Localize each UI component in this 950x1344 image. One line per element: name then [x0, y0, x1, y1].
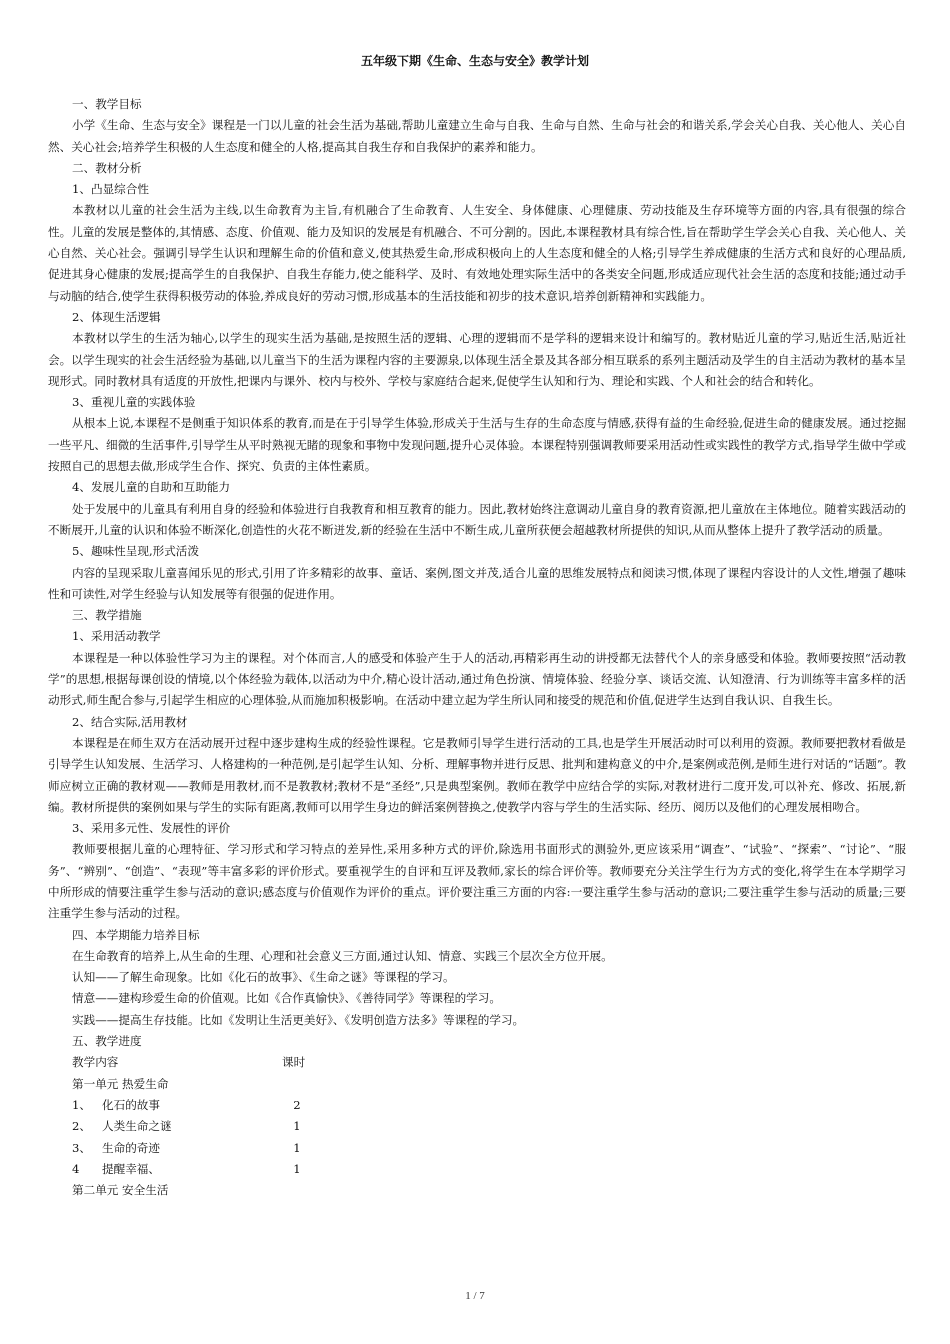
schedule-row: [48, 1116, 906, 1137]
lesson-number: 3、: [72, 1140, 91, 1155]
lesson-title: 化石的故事: [102, 1097, 160, 1112]
document-title: 五年级下期《生命、生态与安全》教学计划: [360, 54, 589, 68]
document-body: [48, 94, 906, 1201]
schedule-row: [48, 1138, 906, 1159]
lesson-hours: 2: [293, 1097, 301, 1112]
lesson-number: 4: [72, 1161, 80, 1176]
subheading-2-3: 3、重视儿童的实践体验: [72, 395, 196, 410]
schedule-col-hours: 课时: [282, 1055, 306, 1070]
unit-heading: 第一单元 热爱生命: [72, 1076, 169, 1091]
subheading-3-1: 1、采用活动教学: [72, 629, 161, 644]
lesson-hours: 1: [293, 1161, 301, 1176]
unit-heading: 第二单元 安全生活: [72, 1183, 169, 1198]
paragraph-3-1: 本课程是一种以体验性学习为主的课程。对个体而言,人的感受和体验产生于人的活动,再精彩再生动的讲授都无法替代个人的亲身感受和体验。教师要按照“活动教学”的思想,根据每课创设的情境,以个体经验为载体,以活动为中介,精心设计活动,通过角色扮演、情境体验、经验分享、谈话交流、认知澄清、行为训练等丰富多样的活动形式,师生配合参与,引起学生相应的心理体验,从而施加积极影响。在活动中建立起为学生所认同和接受的规范和价值,促进学生达到自我认识、自我生长。: [48, 650, 906, 708]
lesson-number: 2、: [72, 1119, 91, 1134]
paragraph-3-2: 本课程是在师生双方在活动展开过程中逐步建构生成的经验性课程。它是教师引导学生进行活动的工具,也是学生开展活动时可以利用的资源。教师要把教材看做是引导学生认知发展、生活学习、人格建构的一种范例,是引起学生认知、分析、理解事物并进行反思、批判和建构意义的中介,是案例或范例,是师生进行对话的“话题”。教师应树立正确的教材观——教师是用教材,而不是教教材;教材不是“圣经”,只是典型案例。教师在教学中应结合学的实际,对教材进行二度开发,可以补充、修改、拓展,新编。教材所提供的案例如果与学生的实际有距离,教师可以用学生身边的鲜活案例替换之,使教学内容与学生的生活实际、经历、阅历以及他们的心理发展相吻合。: [48, 735, 906, 814]
subheading-2-2: 2、体现生活逻辑: [72, 309, 161, 324]
schedule-col-content: 教学内容: [72, 1055, 119, 1070]
lesson-hours: 1: [293, 1119, 301, 1134]
section-heading-5: 五、教学进度: [72, 1034, 142, 1049]
section-heading-1: 一、教学目标: [72, 97, 142, 111]
paragraph-2-1: 本教材以儿童的社会生活为主线,以生命教育为主旨,有机融合了生命教育、人生安全、身体健康、心理健康、劳动技能及生存环境等方面的内容,具有很强的综合性。儿童的发展是整体的,其情感、态度、价值观、能力及知识的发展是有机融合、不可分割的。因此,本课程教材具有综合性,旨在帮助学生学会关心自我、关心他人、关心自然、关心社会。强调引导学生认识和理解生命的价值和意义,使其热爱生命,形成积极向上的人生态度和健全的人格;引导学生养成健康的生活方式和良好的心理品质,促进其身心健康的发展;提高学生的自我保护、自我生存能力,使之能科学、及时、有效地处理实际生活中的各类安全问题,形成适应现代社会生活的态度和技能;通过动手与动脑的结合,使学生获得积极劳动的体验,养成良好的劳动习惯,形成基本的生活技能和初步的技术意识,培养创新精神和实践能力。: [48, 203, 906, 303]
subheading-3-2: 2、结合实际,活用教材: [72, 714, 188, 729]
goal-practice: 实践——提高生存技能。比如《发明让生活更美好》、《发明创造方法多》等课程的学习。: [72, 1012, 525, 1027]
paragraph-2-2: 本教材以学生的生活为轴心,以学生的现实生活为基础,是按照生活的逻辑、心理的逻辑而不是学科的逻辑来设计和编写的。教材贴近儿童的学习,贴近生活,贴近社会。以学生现实的社会生活经验为基础,以儿童当下的生活为课程内容的主要源泉,以体现生活全景及其各部分相互联系的系列主题活动及学生的自主活动为教材的基本呈现形式。同时教材具有适度的开放性,把课内与课外、校内与校外、学校与家庭结合起来,促使学生认知和行为、理论和实践、个人和社会的结合和转化。: [48, 331, 906, 388]
subheading-2-5: 5、趣味性呈现,形式活泼: [72, 544, 199, 559]
lesson-title: 人类生命之谜: [102, 1119, 172, 1134]
paragraph-2-4: 处于发展中的儿童具有利用自身的经验和体验进行自我教育和相互教育的能力。因此,教材始终注意调动儿童自身的教育资源,把儿童放在主体地位。随着实践活动的不断展开,儿童的认识和体验不断深化,创造性的火花不断迸发,新的经验在生活中不断生成,儿童所获便会超越教材所提供的知识,从而从整体上提升了教学活动的质量。: [48, 501, 906, 537]
subheading-2-1: 1、凸显综合性: [72, 182, 149, 197]
paragraph-2-3: 从根本上说,本课程不是侧重于知识体系的教育,而是在于引导学生体验,形成关于生活与生存的生命态度与情感,获得有益的生命经验,促进生命的健康发展。通过挖掘一些平凡、细微的生活事件,引导学生从平时熟视无睹的现象和事物中发现问题,提升心灵体验。本课程特别强调教师要采用活动性或实践性的教学方式,指导学生做中学或按照自己的思想去做,形成学生合作、探究、负责的主体性素质。: [48, 416, 906, 474]
section-heading-3: 三、教学措施: [72, 608, 142, 623]
schedule-row: [48, 1095, 906, 1116]
schedule-row: [48, 1159, 906, 1180]
section-heading-2: 二、教材分析: [72, 160, 142, 175]
subheading-3-3: 3、采用多元性、发展性的评价: [72, 821, 231, 836]
paragraph-4-intro: 在生命教育的培养上,从生命的生理、心理和社会意义三方面,通过认知、情意、实践三个层次全方位开展。: [72, 948, 613, 963]
goal-cognition: 认知——了解生命现象。比如《化石的故事》、《生命之谜》等课程的学习。: [72, 970, 455, 985]
lesson-title: 生命的奇迹: [102, 1140, 160, 1155]
lesson-hours: 1: [293, 1140, 301, 1155]
schedule-header: [48, 1052, 906, 1073]
section-heading-4: 四、本学期能力培养目标: [72, 927, 200, 942]
subheading-2-4: 4、发展儿童的自助和互助能力: [72, 480, 231, 495]
paragraph-3-3: 教师要根据儿童的心理特征、学习形式和学习特点的差异性,采用多种方式的评价,除选用书面形式的测验外,更应该采用“调查”、“试验”、“探索”、“讨论”、“服务”、“辨别”、“创造”、“表现”等丰富多彩的评价形式。要重视学生的自评和互评及教师,家长的综合评价等。教师要充分关注学生行为方式的变化,将学生在本学期学习中所形成的情要注重学生参与活动的意识;感态度与价值观作为评价的重点。评价要注重三方面的内容:一要注重学生参与活动的意识;二要注重学生参与活动的质量;三要注重学生参与活动的过程。: [48, 842, 906, 921]
paragraph-2-5: 内容的呈现采取儿童喜闻乐见的形式,引用了许多精彩的故事、童话、案例,图文并茂,适合儿童的思维发展特点和阅读习惯,体现了课程内容设计的人文性,增强了趣味性和可读性,对学生经验与认知发展等有很强的促进作用。: [48, 565, 906, 601]
page-number: 1 / 7: [465, 1290, 485, 1302]
paragraph-goals: 小学《生命、生态与安全》课程是一门以儿童的社会生活为基础,帮助儿童建立生命与自我、生命与自然、生命与社会的和谐关系,学会关心自我、关心他人、关心自然、关心社会;培养学生积极的人生态度和健全的人格,提高其自我生存和自我保护的素养和能力。: [48, 118, 906, 154]
lesson-title: 提醒幸福、: [102, 1161, 160, 1176]
lesson-number: 1、: [72, 1097, 91, 1112]
goal-emotion: 情意——建构珍爱生命的价值观。比如《合作真愉快》、《善待同学》等课程的学习。: [72, 991, 501, 1006]
